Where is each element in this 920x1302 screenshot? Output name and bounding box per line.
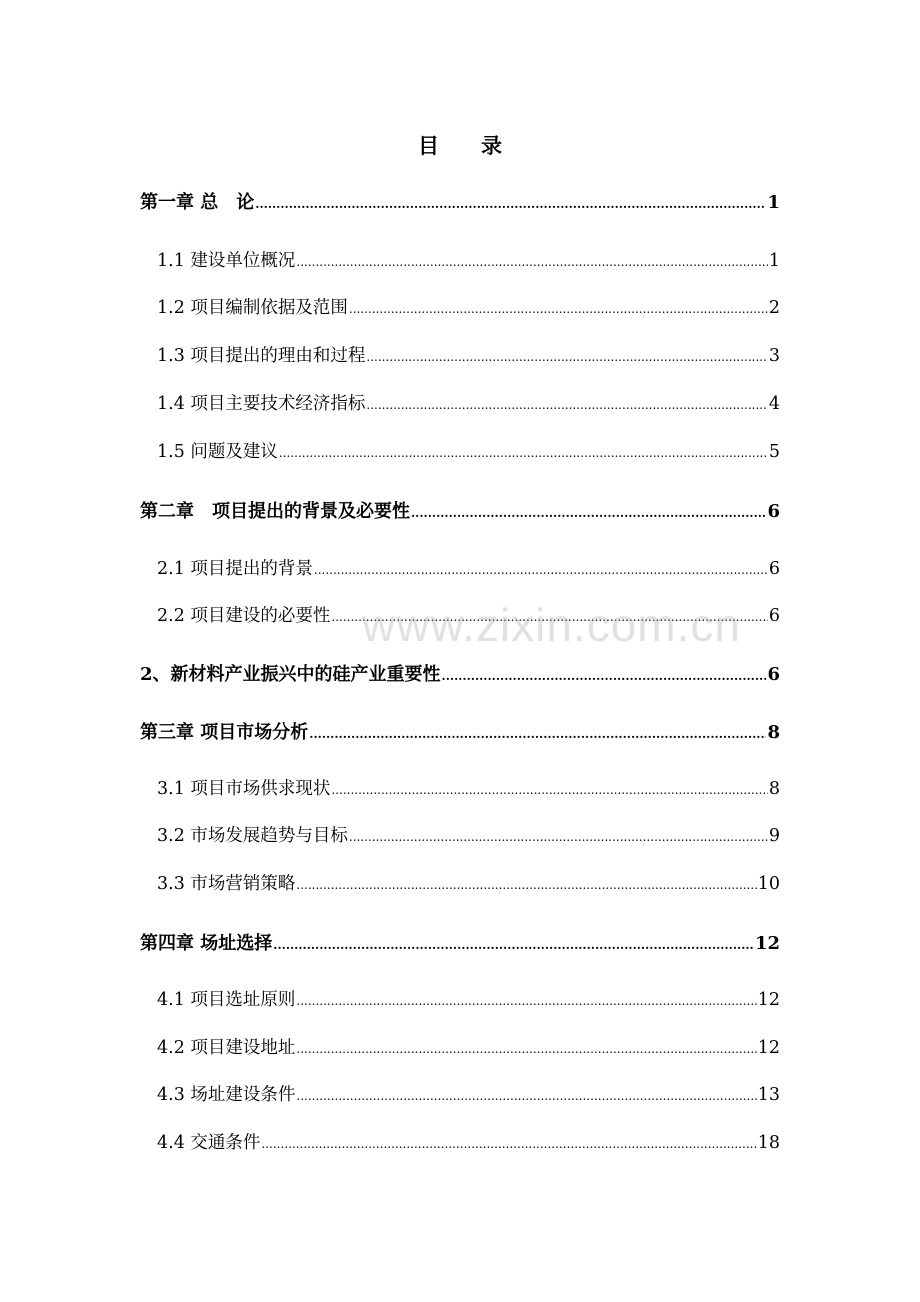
toc-dot-leader [296,255,767,269]
toc-dot-leader [366,398,767,412]
toc-entry-page-number: 6 [767,501,780,522]
toc-entry-label: 1.3 项目提出的理由和过程 [157,346,366,366]
toc-chapter-entry[interactable] [140,188,780,214]
toc-dot-leader [296,994,756,1008]
toc-entry-label: 1.4 项目主要技术经济指标 [157,394,366,414]
toc-entry-page-number: 5 [768,442,780,462]
toc-dot-leader [296,1089,756,1103]
toc-section-entry[interactable] [157,555,780,580]
toc-chapter-entry[interactable] [140,660,780,686]
page-title [0,130,920,160]
toc-section-entry[interactable] [157,438,780,463]
toc-entry-label: 第三章 项目市场分析 [140,722,309,743]
toc-entry-label: 3.2 市场发展趋势与目标 [157,826,348,846]
toc-section-entry[interactable] [157,342,780,367]
toc-dot-leader [261,1137,756,1151]
toc-entry-label: 2、新材料产业振兴中的硅产业重要性 [140,664,441,685]
toc-section-entry[interactable] [157,390,780,415]
watermark: www.zixin.com.cn [362,599,741,651]
toc-entry-page-number: 10 [757,874,780,894]
toc-entry-page-number: 8 [767,722,780,743]
toc-entry-page-number: 18 [757,1133,780,1153]
toc-entry-label: 第四章 场址选择 [140,933,273,954]
toc-entry-label: 1.5 问题及建议 [157,442,278,462]
toc-dot-leader [296,878,756,892]
toc-section-entry[interactable] [157,294,780,319]
toc-entry-page-number: 12 [757,1038,780,1058]
toc-dot-leader [279,446,768,460]
toc-entry-page-number: 3 [768,346,780,366]
toc-dot-leader [331,610,767,624]
toc-section-entry[interactable] [157,602,780,627]
toc-section-entry[interactable] [157,822,780,847]
toc-chapter-entry[interactable] [140,929,780,955]
toc-entry-page-number: 9 [768,826,780,846]
toc-dot-leader [349,302,768,316]
toc-entry-label: 4.3 场址建设条件 [157,1085,296,1105]
toc-dot-leader [314,563,768,577]
toc-entry-label: 第二章 项目提出的背景及必要性 [140,501,410,522]
toc-entry-label: 1.1 建设单位概况 [157,251,296,271]
toc-dot-leader [296,1042,756,1056]
toc-entry-label: 第一章 总 论 [140,192,255,213]
toc-dot-leader [255,197,766,211]
toc-chapter-entry[interactable] [140,718,780,744]
toc-dot-leader [309,727,766,741]
toc-entry-page-number: 12 [757,990,780,1010]
toc-entry-label: 4.4 交通条件 [157,1133,261,1153]
toc-section-entry[interactable] [157,1034,780,1059]
toc-entry-page-number: 6 [767,664,780,685]
toc-entry-label: 1.2 项目编制依据及范围 [157,298,348,318]
toc-entry-page-number: 6 [768,606,780,626]
toc-entry-page-number: 12 [754,933,780,954]
toc-section-entry[interactable] [157,1129,780,1154]
toc-section-entry[interactable] [157,247,780,272]
toc-dot-leader [273,938,754,952]
toc-dot-leader [411,506,766,520]
toc-dot-leader [442,669,767,683]
toc-entry-label: 2.1 项目提出的背景 [157,559,313,579]
toc-section-entry[interactable] [157,1081,780,1106]
toc-entry-label: 2.2 项目建设的必要性 [157,606,331,626]
toc-entry-label: 3.1 项目市场供求现状 [157,779,331,799]
toc-chapter-entry[interactable] [140,497,780,523]
toc-dot-leader [331,783,767,797]
toc-entry-page-number: 1 [768,251,780,271]
toc-entry-page-number: 13 [757,1085,780,1105]
title-char-2: 录 [481,133,502,158]
toc-section-entry[interactable] [157,870,780,895]
toc-entry-page-number: 6 [768,559,780,579]
toc-entry-page-number: 8 [768,779,780,799]
toc-entry-page-number: 2 [768,298,780,318]
toc-section-entry[interactable] [157,775,780,800]
toc-entry-page-number: 4 [768,394,780,414]
toc-entry-label: 3.3 市场营销策略 [157,874,296,894]
toc-dot-leader [349,830,768,844]
title-char-1: 目 [418,133,439,158]
toc-dot-leader [366,350,767,364]
toc-entry-page-number: 1 [767,192,780,213]
toc-section-entry[interactable] [157,986,780,1011]
toc-entry-label: 4.1 项目选址原则 [157,990,296,1010]
toc-entry-label: 4.2 项目建设地址 [157,1038,296,1058]
